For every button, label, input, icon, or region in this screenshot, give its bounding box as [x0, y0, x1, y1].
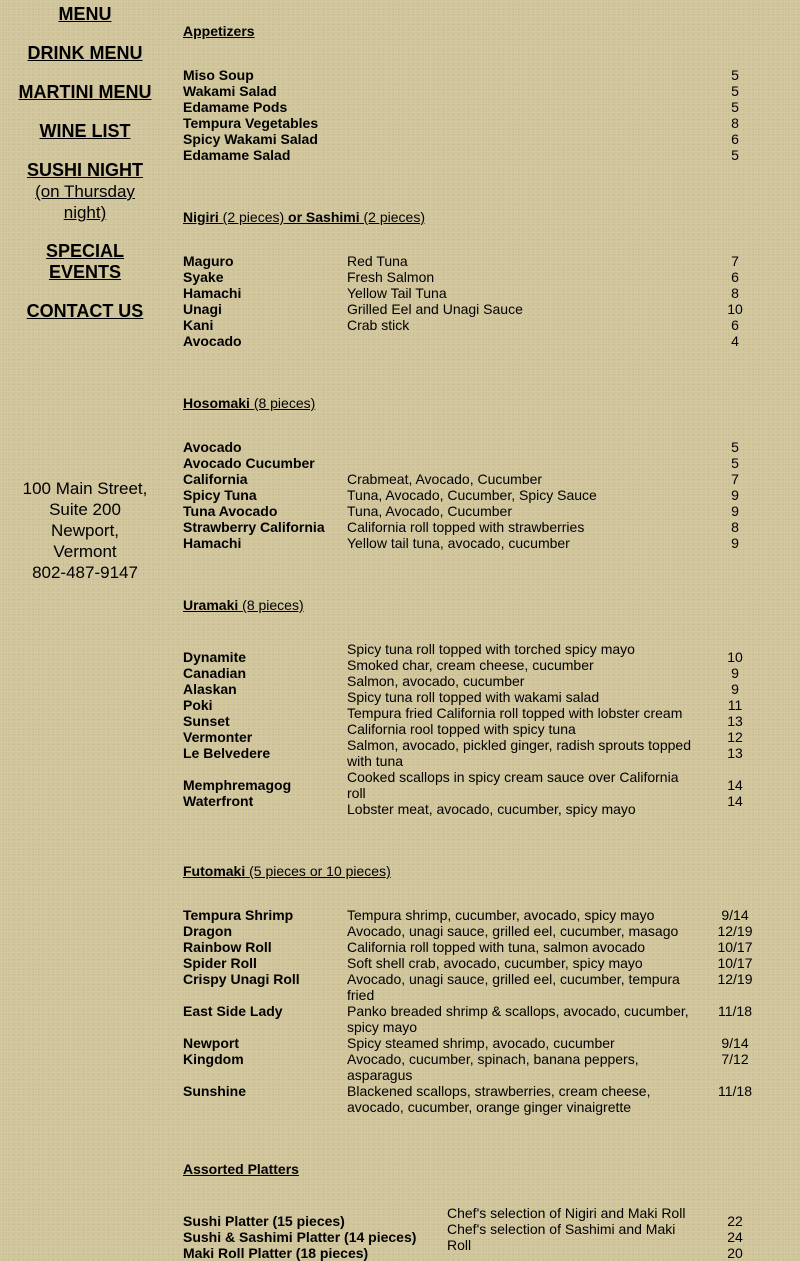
appetizer-price: 8 [731, 115, 739, 131]
hosomaki-desc: Crabmeat, Avocado, Cucumber [347, 471, 543, 487]
futomaki-sub[interactable]: (5 pieces or 10 pieces) [249, 863, 391, 879]
nav-sushi-night-link[interactable] [0, 160, 170, 223]
appetizer-name: Miso Soup [183, 67, 254, 83]
hosomaki-row [183, 439, 783, 455]
nigiri-name: Maguro [183, 253, 234, 269]
futomaki-desc: Panko breaded shrimp & scallops, avocado, cucumber, spicy mayo [347, 1003, 689, 1035]
section-heading-hosomaki[interactable] [183, 395, 315, 411]
nigiri-sub[interactable]: (2 pieces) [222, 209, 285, 225]
nigiri-desc: Crab stick [347, 317, 410, 333]
futomaki-desc: Tempura shrimp, cucumber, avocado, spicy mayo [347, 907, 655, 923]
nav-wine-list-link[interactable]: WINE LIST [39, 121, 131, 141]
futomaki-desc: Avocado, unagi sauce, grilled eel, cucumber, masago [347, 923, 679, 939]
futomaki-name: Dragon [183, 923, 232, 939]
futomaki-price: 10/17 [717, 939, 753, 955]
sashimi-title[interactable]: Sashimi [305, 209, 360, 225]
uramaki-name: Memphremagog [183, 777, 292, 793]
uramaki-desc: California rool topped with spicy tuna [347, 721, 576, 737]
futomaki-name: Rainbow Roll [183, 939, 272, 955]
uramaki-price: 9 [731, 665, 739, 681]
nav-drink-menu-link[interactable]: DRINK MENU [27, 43, 143, 63]
appetizer-row [183, 115, 783, 131]
platter-name: Sushi & Sashimi Platter (14 pieces) [183, 1229, 417, 1245]
nigiri-price: 10 [727, 301, 743, 317]
nigiri-desc: Yellow Tail Tuna [347, 285, 447, 301]
uramaki-name: Alaskan [183, 681, 237, 697]
hosomaki-price: 5 [731, 455, 739, 471]
uramaki-price: 10 [727, 649, 743, 665]
platter-price: 24 [727, 1229, 743, 1245]
nigiri-row [183, 317, 783, 333]
nigiri-title[interactable]: Nigiri [183, 209, 219, 225]
appetizer-price: 5 [731, 83, 739, 99]
futomaki-price: 9/14 [721, 1035, 749, 1051]
nigiri-price: 6 [731, 317, 739, 333]
uramaki-price: 9 [731, 681, 739, 697]
appetizer-row [183, 147, 783, 163]
nigiri-desc: Fresh Salmon [347, 269, 435, 285]
hosomaki-name: Strawberry California [183, 519, 325, 535]
appetizer-row [183, 99, 783, 115]
hosomaki-name: Tuna Avocado [183, 503, 278, 519]
uramaki-desc: Cooked scallops in spicy cream sauce over California roll [347, 769, 679, 801]
appetizer-name: Edamame Pods [183, 99, 288, 115]
sashimi-sub[interactable]: (2 pieces) [363, 209, 425, 225]
uramaki-desc: Salmon, avocado, cucumber [347, 673, 525, 689]
appetizer-row [183, 131, 783, 147]
futomaki-desc: Soft shell crab, avocado, cucumber, spicy mayo [347, 955, 643, 971]
hosomaki-row [183, 487, 783, 503]
nigiri-desc: Grilled Eel and Unagi Sauce [347, 301, 523, 317]
nigiri-name: Syake [183, 269, 224, 285]
nav-sushi-night-sub[interactable]: (on Thursday night) [35, 182, 135, 222]
platter-desc: Chef's selection of Sashimi and Maki Roll [447, 1221, 676, 1253]
hosomaki-name: Spicy Tuna [183, 487, 257, 503]
platter-name: Sushi Platter (15 pieces) [183, 1213, 345, 1229]
appetizer-row [183, 83, 783, 99]
hosomaki-price: 7 [731, 471, 739, 487]
hosomaki-price: 9 [731, 487, 739, 503]
platter-price: 22 [727, 1213, 743, 1229]
nav-contact-us-link[interactable]: CONTACT US [26, 301, 144, 321]
hosomaki-row [183, 535, 783, 551]
nigiri-or[interactable]: or [288, 209, 303, 225]
hosomaki-name: Avocado Cucumber [183, 455, 315, 471]
uramaki-desc: Salmon, avocado, pickled ginger, radish sprouts topped with tuna [347, 737, 691, 769]
uramaki-price: 14 [727, 793, 743, 809]
nigiri-name: Avocado [183, 333, 242, 349]
hosomaki-row [183, 519, 783, 535]
nigiri-name: Kani [183, 317, 214, 333]
nigiri-name: Unagi [183, 301, 222, 317]
address-city: Newport, Vermont [50, 521, 120, 561]
appetizer-name: Edamame Salad [183, 147, 291, 163]
hosomaki-title[interactable]: Hosomaki [183, 395, 250, 411]
nigiri-price: 7 [731, 253, 739, 269]
futomaki-desc: Avocado, unagi sauce, grilled eel, cucumber, tempura fried [347, 971, 680, 1003]
uramaki-price: 11 [727, 697, 743, 713]
uramaki-title[interactable]: Uramaki [183, 597, 239, 613]
nigiri-row [183, 269, 783, 285]
nigiri-desc: Red Tuna [347, 253, 408, 269]
appetizer-price: 5 [731, 147, 739, 163]
hosomaki-desc: Tuna, Avocado, Cucumber [347, 503, 512, 519]
futomaki-desc: Spicy steamed shrimp, avocado, cucumber [347, 1035, 615, 1051]
uramaki-name: Le Belvedere [183, 745, 271, 761]
hosomaki-desc: Yellow tail tuna, avocado, cucumber [347, 535, 570, 551]
section-heading-appetizers[interactable] [183, 23, 255, 39]
hosomaki-row [183, 455, 783, 471]
appetizer-price: 5 [731, 99, 739, 115]
futomaki-price: 9/14 [721, 907, 749, 923]
hosomaki-sub[interactable]: (8 pieces) [253, 395, 316, 411]
hosomaki-price: 5 [731, 439, 739, 455]
futomaki-name: Crispy Unagi Roll [183, 971, 300, 987]
uramaki-price: 13 [727, 713, 743, 729]
nigiri-row [183, 285, 783, 301]
futomaki-desc: Blackened scallops, strawberries, cream cheese, avocado, cucumber, orange ginger vinaigrette [347, 1083, 651, 1115]
futomaki-name: Newport [183, 1035, 239, 1051]
uramaki-price: 12 [727, 729, 743, 745]
appetizer-row [183, 67, 783, 83]
futomaki-name: Spider Roll [183, 955, 257, 971]
appetizer-name: Tempura Vegetables [183, 115, 319, 131]
hosomaki-name: Hamachi [183, 535, 242, 551]
futomaki-price: 11/18 [718, 1083, 752, 1099]
futomaki-desc: California roll topped with tuna, salmon avocado [347, 939, 646, 955]
platter-desc: Chef's selection of Nigiri and Maki Roll [447, 1205, 686, 1221]
futomaki-name: East Side Lady [183, 1003, 283, 1019]
appetizer-price: 6 [731, 131, 739, 147]
address-block [0, 478, 170, 583]
hosomaki-price: 9 [731, 535, 739, 551]
appetizer-name: Spicy Wakami Salad [183, 131, 318, 147]
hosomaki-desc: California roll topped with strawberries [347, 519, 585, 535]
uramaki-name: Poki [183, 697, 213, 713]
nav-menu-link[interactable]: MENU [58, 4, 112, 24]
platters-title[interactable]: Assorted Platters [183, 1161, 299, 1177]
nigiri-price: 8 [731, 285, 739, 301]
futomaki-price: 11/18 [718, 1003, 752, 1019]
hosomaki-name: California [183, 471, 248, 487]
uramaki-name: Vermonter [183, 729, 253, 745]
futomaki-price: 10/17 [717, 955, 753, 971]
uramaki-sub[interactable]: (8 pieces) [242, 597, 304, 613]
uramaki-name: Dynamite [183, 649, 247, 665]
uramaki-price: 14 [727, 777, 743, 793]
nigiri-row [183, 333, 783, 349]
uramaki-desc: Spicy tuna roll topped with wakami salad [347, 689, 600, 705]
appetizer-name: Wakami Salad [183, 83, 277, 99]
hosomaki-row [183, 471, 783, 487]
address-phone: 802-487-9147 [32, 563, 138, 582]
appetizer-price: 5 [731, 67, 739, 83]
futomaki-title[interactable]: Futomaki [183, 863, 246, 879]
futomaki-name: Kingdom [183, 1051, 244, 1067]
nav-martini-menu-link[interactable]: MARTINI MENU [18, 82, 152, 102]
hosomaki-name: Avocado [183, 439, 242, 455]
hosomaki-price: 8 [731, 519, 739, 535]
platter-name: Maki Roll Platter (18 pieces) [183, 1245, 369, 1261]
appetizers-title[interactable]: Appetizers [183, 23, 255, 39]
hosomaki-desc: Tuna, Avocado, Cucumber, Spicy Sauce [347, 487, 597, 503]
uramaki-name: Waterfront [183, 793, 254, 809]
nigiri-row [183, 301, 783, 317]
uramaki-desc: Tempura fried California roll topped with lobster cream [347, 705, 683, 721]
nigiri-name: Hamachi [183, 285, 242, 301]
hosomaki-row [183, 503, 783, 519]
section-heading-futomaki[interactable] [183, 863, 391, 879]
uramaki-desc: Smoked char, cream cheese, cucumber [347, 657, 594, 673]
uramaki-desc: Lobster meat, avocado, cucumber, spicy mayo [347, 801, 636, 817]
futomaki-desc: Avocado, cucumber, spinach, banana peppers, asparagus [347, 1051, 639, 1083]
futomaki-name: Tempura Shrimp [183, 907, 294, 923]
section-heading-nigiri-sashimi[interactable] [183, 209, 425, 225]
section-heading-uramaki[interactable] [183, 597, 304, 613]
nigiri-row [183, 253, 783, 269]
uramaki-name: Sunset [183, 713, 230, 729]
uramaki-desc: Spicy tuna roll topped with torched spicy mayo [347, 641, 635, 657]
section-heading-platters[interactable] [183, 1161, 299, 1177]
nav-sushi-night-label[interactable]: SUSHI NIGHT [26, 160, 143, 180]
nigiri-price: 4 [731, 333, 739, 349]
nav-special-events-link[interactable]: SPECIAL EVENTS [45, 241, 124, 282]
nigiri-price: 6 [731, 269, 739, 285]
futomaki-price: 7/12 [721, 1051, 749, 1067]
hosomaki-price: 9 [731, 503, 739, 519]
uramaki-price: 13 [727, 745, 743, 761]
uramaki-name: Canadian [183, 665, 247, 681]
futomaki-price: 12/19 [717, 971, 753, 987]
platter-price: 20 [727, 1245, 743, 1261]
address-street: 100 Main Street, Suite 200 [22, 479, 148, 519]
futomaki-name: Sunshine [183, 1083, 247, 1099]
futomaki-price: 12/19 [717, 923, 753, 939]
